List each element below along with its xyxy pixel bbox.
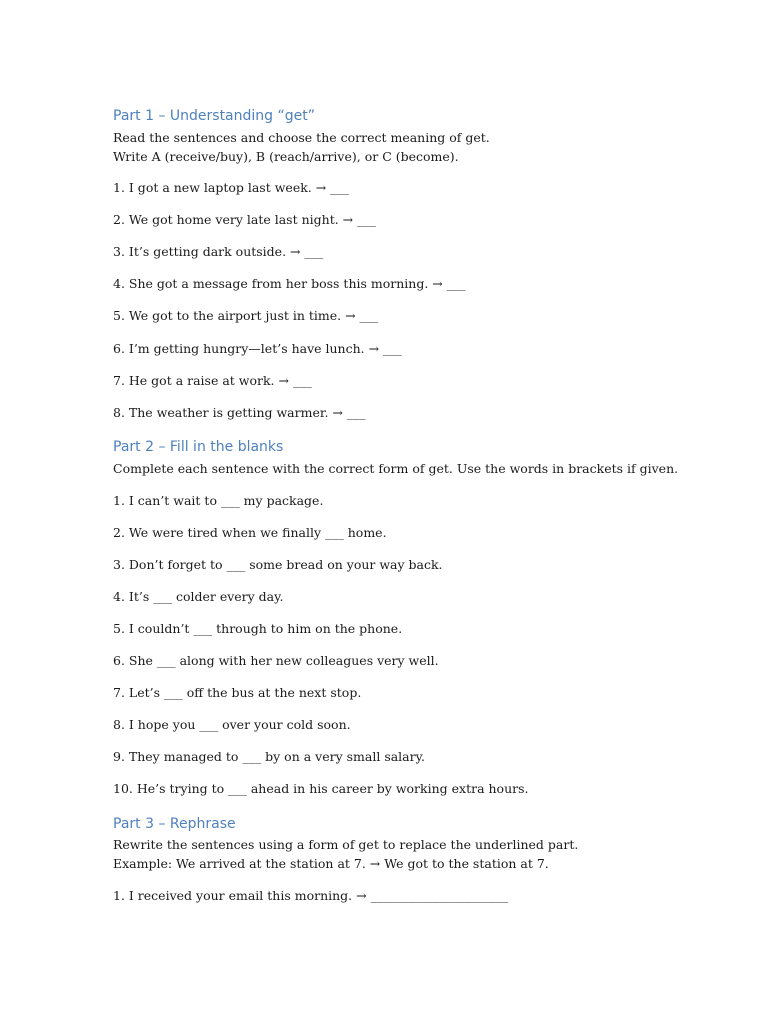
part2-item: 10. He’s trying to ___ ahead in his career by working extra hours. (113, 781, 529, 796)
part1-item: 7. He got a raise at work. → ___ (113, 373, 312, 388)
part2-item: 2. We were tired when we finally ___ home. (113, 525, 387, 540)
part3-item: 1. I received your email this morning. → ______________________ (113, 888, 509, 903)
part1-heading: Part 1 – Understanding “get” (113, 108, 315, 124)
part2-item: 1. I can’t wait to ___ my package. (113, 493, 324, 508)
part3-heading: Part 3 – Rephrase (113, 816, 236, 832)
part1-item: 1. I got a new laptop last week. → ___ (113, 180, 349, 195)
part1-item: 4. She got a message from her boss this morning. → ___ (113, 276, 466, 291)
part2-item: 5. I couldn’t ___ through to him on the phone. (113, 621, 403, 636)
part2-heading: Part 2 – Fill in the blanks (113, 439, 284, 455)
part2-item: 9. They managed to ___ by on a very small salary. (113, 749, 425, 764)
part3-example: Example: We arrived at the station at 7. → We got to the station at 7. (113, 856, 549, 871)
part1-item: 8. The weather is getting warmer. → ___ (113, 405, 366, 420)
part2-item: 4. It’s ___ colder every day. (113, 589, 284, 604)
part2-instruction: Complete each sentence with the correct form of get. Use the words in brackets if given. (113, 461, 679, 476)
part3-instruction: Rewrite the sentences using a form of get to replace the underlined part. (113, 837, 579, 852)
part1-item: 2. We got home very late last night. → ___ (113, 212, 376, 227)
part1-item: 6. I’m getting hungry—let’s have lunch. → ___ (113, 341, 402, 356)
part2-item: 3. Don’t forget to ___ some bread on your way back. (113, 557, 443, 572)
part2-item: 6. She ___ along with her new colleagues very well. (113, 653, 439, 668)
part1-item: 5. We got to the airport just in time. → ___ (113, 308, 379, 323)
part2-item: 7. Let’s ___ off the bus at the next stop. (113, 685, 362, 700)
part1-instruction: Write A (receive/buy), B (reach/arrive), or C (become). (113, 149, 459, 164)
part2-item: 8. I hope you ___ over your cold soon. (113, 717, 351, 732)
part1-instruction: Read the sentences and choose the correct meaning of get. (113, 130, 490, 145)
part1-item: 3. It’s getting dark outside. → ___ (113, 244, 324, 259)
